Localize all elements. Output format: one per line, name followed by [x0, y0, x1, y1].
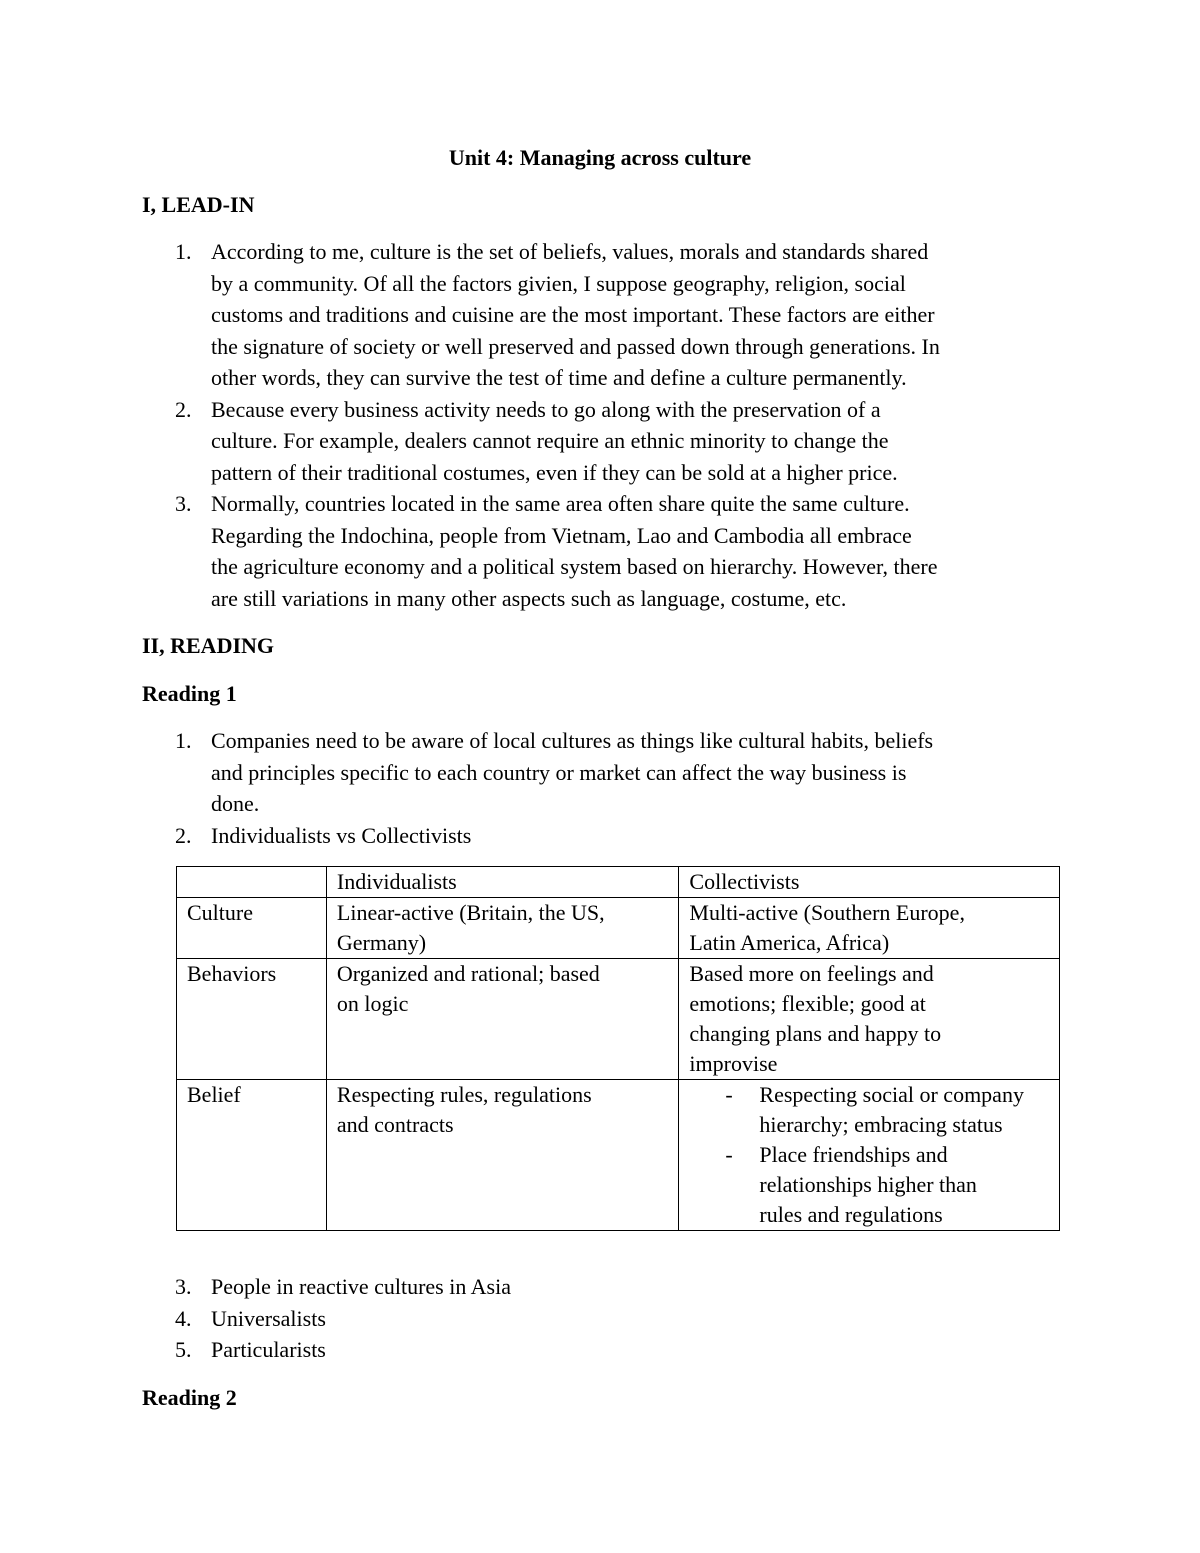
text-line: are still variations in many other aspects such as language, costume, etc.: [211, 585, 847, 611]
list-number: 5.: [175, 1337, 192, 1362]
cell-line: rules and regulations: [759, 1202, 943, 1227]
bullet-item: [689, 1080, 1049, 1140]
text-line: and principles specific to each country or market can affect the way business is: [211, 759, 907, 785]
table-cell: [679, 959, 1060, 1080]
text-line: by a community. Of all the factors givien, I suppose geography, religion, social: [211, 270, 906, 296]
cell-line: and contracts: [336, 1112, 454, 1137]
list-item: [0, 236, 1066, 394]
text-line: customs and traditions and cuisine are the most important. These factors are either: [211, 302, 935, 327]
table-cell: [326, 1080, 679, 1231]
list-number: 3.: [175, 1274, 192, 1299]
bullet-list: [689, 1080, 1049, 1230]
table-row: [177, 898, 1060, 959]
list-number: 2.: [175, 822, 192, 848]
cell-line: Multi-active (Southern Europe,: [689, 900, 965, 925]
table-cell: [326, 959, 679, 1080]
table-header-cell: Collectivists: [679, 867, 1060, 898]
cell-line: emotions; flexible; good at: [689, 991, 926, 1016]
page-title: Unit 4: Managing across culture: [448, 145, 752, 170]
list-item: [0, 725, 1066, 820]
cell-line: changing plans and happy to: [689, 1021, 942, 1046]
text-line: done.: [211, 791, 260, 816]
text-line: Because every business activity needs to go along with the preservation of a: [211, 396, 881, 422]
cell-line: Respecting rules, regulations: [336, 1082, 592, 1107]
cell-line: relationships higher than: [759, 1172, 977, 1197]
row-label-cell: Culture: [177, 898, 327, 959]
cell-line: improvise: [689, 1051, 778, 1076]
table-cell: [679, 898, 1060, 959]
subheading-reading-1: Reading 1: [142, 681, 237, 706]
cell-line: Respecting social or company: [759, 1082, 1024, 1107]
text-line: pattern of their traditional costumes, even if they can be sold at a higher price.: [211, 459, 898, 485]
text-line: Regarding the Indochina, people from Vietnam, Lao and Cambodia all embrace: [211, 522, 912, 548]
table-header-row: [177, 867, 1060, 898]
table-row: [177, 1080, 1060, 1231]
list-number: 1.: [175, 239, 192, 264]
list-item: [0, 1334, 1066, 1366]
text-line: Particularists: [211, 1337, 326, 1362]
text-line: other words, they can survive the test of time and define a culture permanently.: [211, 365, 907, 390]
list-item: [0, 394, 1066, 489]
list-number: 1.: [175, 728, 192, 753]
cell-line: Linear-active (Britain, the US,: [336, 900, 605, 925]
table-row: [177, 959, 1060, 1080]
cell-line: Place friendships and: [759, 1142, 948, 1167]
table-header-cell: [177, 867, 327, 898]
section-heading-lead-in: I, LEAD-IN: [142, 192, 255, 217]
lead-in-list: [0, 236, 1200, 614]
reading-1-list-continued: [0, 1271, 1200, 1366]
cell-line: on logic: [336, 991, 409, 1016]
text-line: Companies need to be aware of local cultures as things like cultural habits, beliefs: [211, 728, 934, 753]
text-line: culture. For example, dealers cannot require an ethnic minority to change the: [211, 428, 889, 453]
list-item: [0, 488, 1066, 614]
text-line: Individualists vs Collectivists: [211, 822, 472, 848]
text-line: Universalists: [211, 1305, 326, 1331]
dash-bullet: -: [725, 1082, 733, 1107]
list-item: [0, 1303, 1066, 1335]
text-line: People in reactive cultures in Asia: [211, 1274, 511, 1299]
list-number: 2.: [175, 396, 192, 422]
table-header-cell: Individualists: [326, 867, 679, 898]
list-item: [0, 820, 1066, 852]
comparison-table: [176, 866, 1060, 1231]
list-item: [0, 1271, 1066, 1303]
text-line: According to me, culture is the set of beliefs, values, morals and standards shared: [211, 239, 929, 264]
section-heading-reading: II, READING: [142, 633, 275, 658]
row-label-cell: Behaviors: [177, 959, 327, 1080]
cell-line: Organized and rational; based: [336, 961, 600, 986]
text-line: the agriculture economy and a political system based on hierarchy. However, there: [211, 554, 938, 579]
table-cell: [679, 1080, 1060, 1231]
cell-line: Based more on feelings and: [689, 961, 934, 986]
dash-bullet: -: [725, 1142, 733, 1167]
text-line: the signature of society or well preserved and passed down through generations. In: [211, 333, 940, 359]
bullet-item: [689, 1140, 1049, 1230]
subheading-reading-2: Reading 2: [142, 1385, 237, 1410]
cell-line: hierarchy; embracing status: [759, 1112, 1003, 1137]
reading-1-list: [0, 725, 1200, 851]
list-number: 3.: [175, 491, 192, 516]
list-number: 4.: [175, 1305, 192, 1331]
text-line: Normally, countries located in the same area often share quite the same culture.: [211, 491, 910, 516]
cell-line: Germany): [336, 930, 427, 955]
cell-line: Latin America, Africa): [689, 930, 890, 955]
row-label-cell: Belief: [177, 1080, 327, 1231]
table-cell: [326, 898, 679, 959]
